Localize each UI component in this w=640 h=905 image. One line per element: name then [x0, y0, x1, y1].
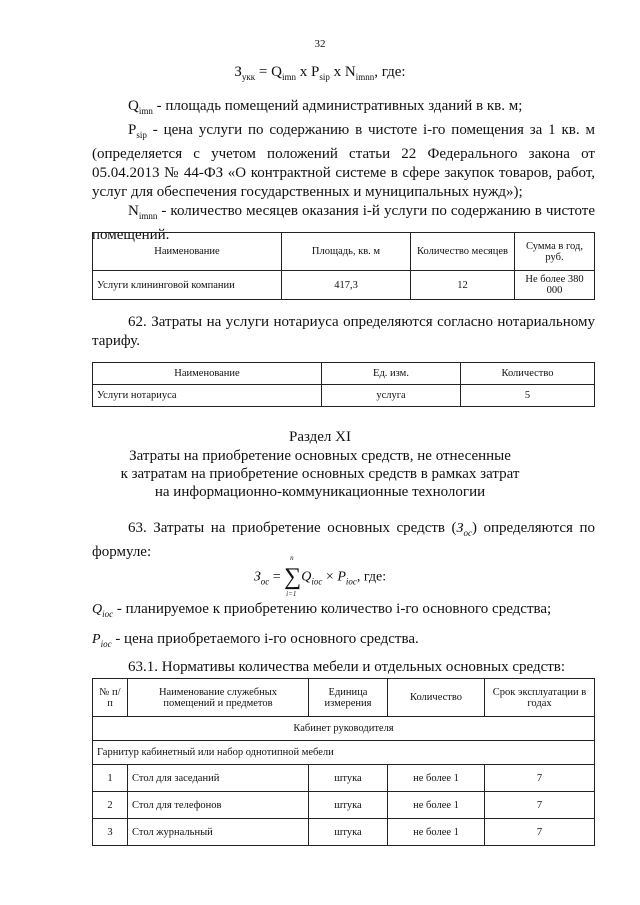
formula-operator: x [329, 64, 345, 80]
table-row [93, 819, 595, 846]
formula-subscript: sip [319, 72, 330, 82]
formula-subscript: укк [241, 72, 256, 82]
def-symbol: Q [92, 602, 103, 617]
table-cell: 7 [485, 819, 595, 846]
table-header-row [93, 363, 595, 385]
table-header: Количество [461, 363, 595, 385]
table-header: Наименование [93, 233, 282, 271]
formula-symbol: З [253, 569, 261, 585]
formula-operator: = [269, 569, 285, 585]
table-header: Срок эксплуатации в годах [485, 679, 595, 717]
definition-q-ios [92, 600, 595, 624]
table-header: Наименование [93, 363, 322, 385]
def-subscript: iос [100, 639, 112, 649]
table-row [93, 271, 595, 300]
definitions-block [92, 97, 595, 245]
table-header: Единица измерения [309, 679, 388, 717]
notary-table-wrap [92, 362, 595, 407]
def-symbol: Q [128, 98, 139, 114]
table-cell: штука [309, 819, 388, 846]
table-cell: 5 [461, 385, 595, 407]
table-cell: Стол журнальный [128, 819, 309, 846]
paragraph-62-wrap [92, 313, 595, 351]
formula-operator: x [296, 64, 311, 80]
table-cell: 12 [411, 271, 515, 300]
def-subscript: imnn [138, 211, 158, 221]
table-cell: 3 [93, 819, 128, 846]
table-header: Площадь, кв. м [282, 233, 411, 271]
table-row [93, 385, 595, 407]
def-symbol: P [92, 632, 101, 647]
table-cell: не более 1 [388, 765, 485, 792]
def-text: - площадь помещений административных зданий в кв. м; [152, 98, 523, 114]
definitions-block-2 [92, 600, 595, 677]
table-header: Ед. изм. [322, 363, 461, 385]
formula-subscript: imn [281, 72, 296, 82]
cleaning-table-wrap [92, 232, 595, 300]
formula-operator: = [255, 64, 272, 80]
definition-q [92, 97, 595, 121]
formula-subscript: iос [345, 576, 357, 587]
formula-symbol: З [234, 64, 242, 80]
table-cell: 417,3 [282, 271, 411, 300]
table-cell: не более 1 [388, 819, 485, 846]
cleaning-table [92, 232, 595, 300]
para-subscript: ос [463, 528, 472, 538]
formula-symbol: Q [271, 64, 282, 80]
formula-symbol: N [344, 64, 356, 80]
paragraph-63-wrap [92, 519, 595, 562]
table-group-row [93, 717, 595, 741]
def-text: - цена приобретаемого i-го основного средства. [111, 631, 419, 647]
formula-symbol: P [311, 64, 320, 80]
table-cell: 7 [485, 792, 595, 819]
section-title-line: на информационно-коммуникационные технологии [154, 484, 486, 500]
formula-subscript: imnn [355, 72, 375, 82]
def-subscript: sip [136, 130, 147, 140]
fixed-assets-formula [0, 554, 640, 598]
table-row [93, 792, 595, 819]
formula-symbol: Q [301, 569, 312, 585]
table-cell: Стол для заседаний [128, 765, 309, 792]
table-cell: 2 [93, 792, 128, 819]
def-text: - планируемое к приобретению количество i-го основного средства; [113, 601, 552, 617]
paragraph-63 [92, 519, 595, 562]
definition-p-ios [92, 630, 595, 654]
notary-table [92, 362, 595, 407]
formula-symbol: P [337, 569, 346, 585]
paragraph-63-1: 63.1. Нормативы количества мебели и отдельных основных средств: [128, 659, 566, 675]
para-text: ) определяются по формуле: [92, 520, 595, 560]
furniture-table-wrap [92, 678, 595, 846]
table-subgroup-cell: Гарнитур кабинетный или набор однотипной мебели [93, 741, 595, 765]
furniture-table [92, 678, 595, 846]
section-heading: Раздел XI [288, 429, 351, 445]
para-text: 63. Затраты на приобретение основных средств ( [128, 520, 457, 536]
table-header-row [93, 233, 595, 271]
formula-subscript: iос [311, 576, 323, 587]
table-subgroup-row [93, 741, 595, 765]
table-cell: 7 [485, 765, 595, 792]
table-cell: Не более 380 000 [515, 271, 595, 300]
table-group-cell: Кабинет руководителя [93, 717, 595, 741]
def-text: - цена услуги по содержанию в чистоте i-го помещения за 1 кв. м (определяется с учетом положений статьи 22 Федерального закона от 05.04.2013 № 44-ФЗ «О контрактной системе в сфере закупок товаров, работ, услуг для обеспечения государственных и муниципальных нужд»); [92, 122, 595, 200]
table-header: № п/п [93, 679, 128, 717]
table-cell: 1 [93, 765, 128, 792]
table-cell: штука [309, 765, 388, 792]
table-row [93, 765, 595, 792]
para-symbol: З [456, 521, 464, 536]
def-subscript: imn [138, 106, 153, 116]
def-symbol: N [128, 203, 139, 219]
cleaning-cost-formula [0, 64, 640, 82]
def-text: - количество месяцев оказания i-й услуги по содержанию в чистоте помещений. [92, 203, 595, 243]
def-subscript: iос [102, 609, 114, 619]
paragraph-62: 62. Затраты на услуги нотариуса определяются согласно нотариальному тарифу. [92, 314, 595, 349]
table-header: Наименование служебных помещений и предметов [128, 679, 309, 717]
table-header: Количество месяцев [411, 233, 515, 271]
table-header: Сумма в год, руб. [515, 233, 595, 271]
formula-tail: , где: [356, 569, 387, 585]
table-cell: Стол для телефонов [128, 792, 309, 819]
def-symbol: P [128, 122, 137, 138]
table-cell: не более 1 [388, 792, 485, 819]
sum-upper: n [290, 554, 294, 562]
table-header-row [93, 679, 595, 717]
section-title-line: к затратам на приобретение основных средств в рамках затрат [120, 466, 520, 482]
sum-lower: i=1 [286, 590, 297, 598]
page-number: 32 [314, 38, 326, 50]
table-cell: Услуги клининговой компании [93, 271, 282, 300]
formula-operator: × [322, 569, 338, 585]
formula-subscript: ос [260, 576, 270, 587]
table-cell: штука [309, 792, 388, 819]
formula-tail: , где: [374, 64, 406, 80]
table-cell: услуга [322, 385, 461, 407]
table-header: Количество [388, 679, 485, 717]
table-cell: Услуги нотариуса [93, 385, 322, 407]
definition-p [92, 121, 595, 202]
section-title-line: Затраты на приобретение основных средств, не отнесенные [129, 448, 511, 464]
sum-sign: ∑ n i=1 [284, 554, 302, 598]
